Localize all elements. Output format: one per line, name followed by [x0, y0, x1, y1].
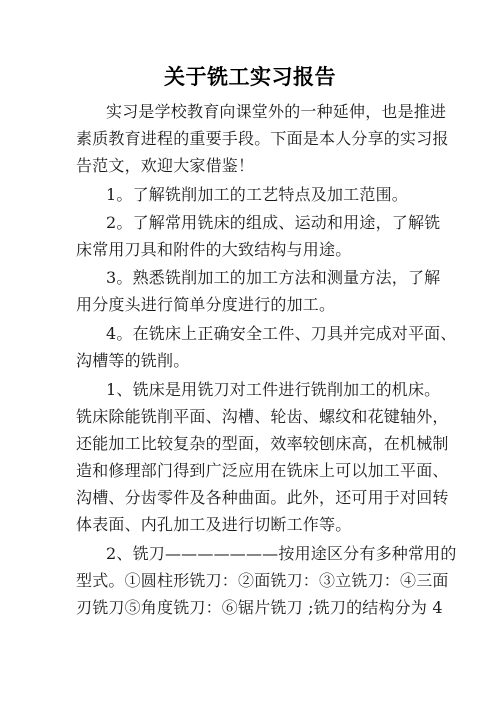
- paragraph-line: 实习是学校教育向课堂外的一种延伸，也是推进: [106, 102, 447, 121]
- paragraph-line: 1。了解铣削加工的工艺特点及加工范围。: [106, 185, 408, 204]
- paragraph-line: 4。在铣床上正确安全工件、刀具并完成对平面、: [106, 324, 457, 343]
- paragraph-line: 1、铣床是用铣刀对工件进行铣削加工的机床。: [106, 380, 441, 399]
- paragraph-line: 沟槽、分齿零件及各种曲面。此外，还可用于对回转: [76, 488, 449, 507]
- paragraph-line: 刃铣刀⑤角度铣刀：⑥锯片铣刀 ;铣刀的结构分为 4: [76, 598, 443, 617]
- paragraph-line: 体表面、内孔加工及进行切断工作等。: [76, 515, 352, 534]
- paragraph-line: 铣床除能铣削平面、沟槽、轮齿、螺纹和花键轴外，: [76, 407, 449, 426]
- document-title: 关于铣工实习报告: [164, 65, 336, 89]
- paragraph-line: 用分度头进行简单分度进行的加工。: [76, 295, 336, 314]
- paragraph-line: 造和修理部门得到广泛应用在铣床上可以加工平面、: [76, 461, 449, 480]
- paragraph-line: 型式。①圆柱形铣刀：②面铣刀：③立铣刀：④三面: [76, 571, 449, 590]
- paragraph-line: 3。熟悉铣削加工的加工方法和测量方法，了解: [106, 268, 441, 287]
- paragraph-line: 床常用刀具和附件的大致结构与用途。: [76, 240, 352, 259]
- paragraph-line: 2。了解常用铣床的组成、运动和用途，了解铣: [106, 213, 441, 232]
- paragraph-line: 还能加工比较复杂的型面，效率较刨床高，在机械制: [76, 434, 449, 453]
- paragraph-line: 告范文，欢迎大家借鉴！: [76, 156, 255, 175]
- paragraph-line: 2、铣刀———————按用途区分有多种常用的: [106, 544, 457, 563]
- paragraph-line: 沟槽等的铣削。: [76, 351, 190, 370]
- paragraph-line: 素质教育进程的重要手段。下面是本人分享的实习报: [76, 129, 449, 148]
